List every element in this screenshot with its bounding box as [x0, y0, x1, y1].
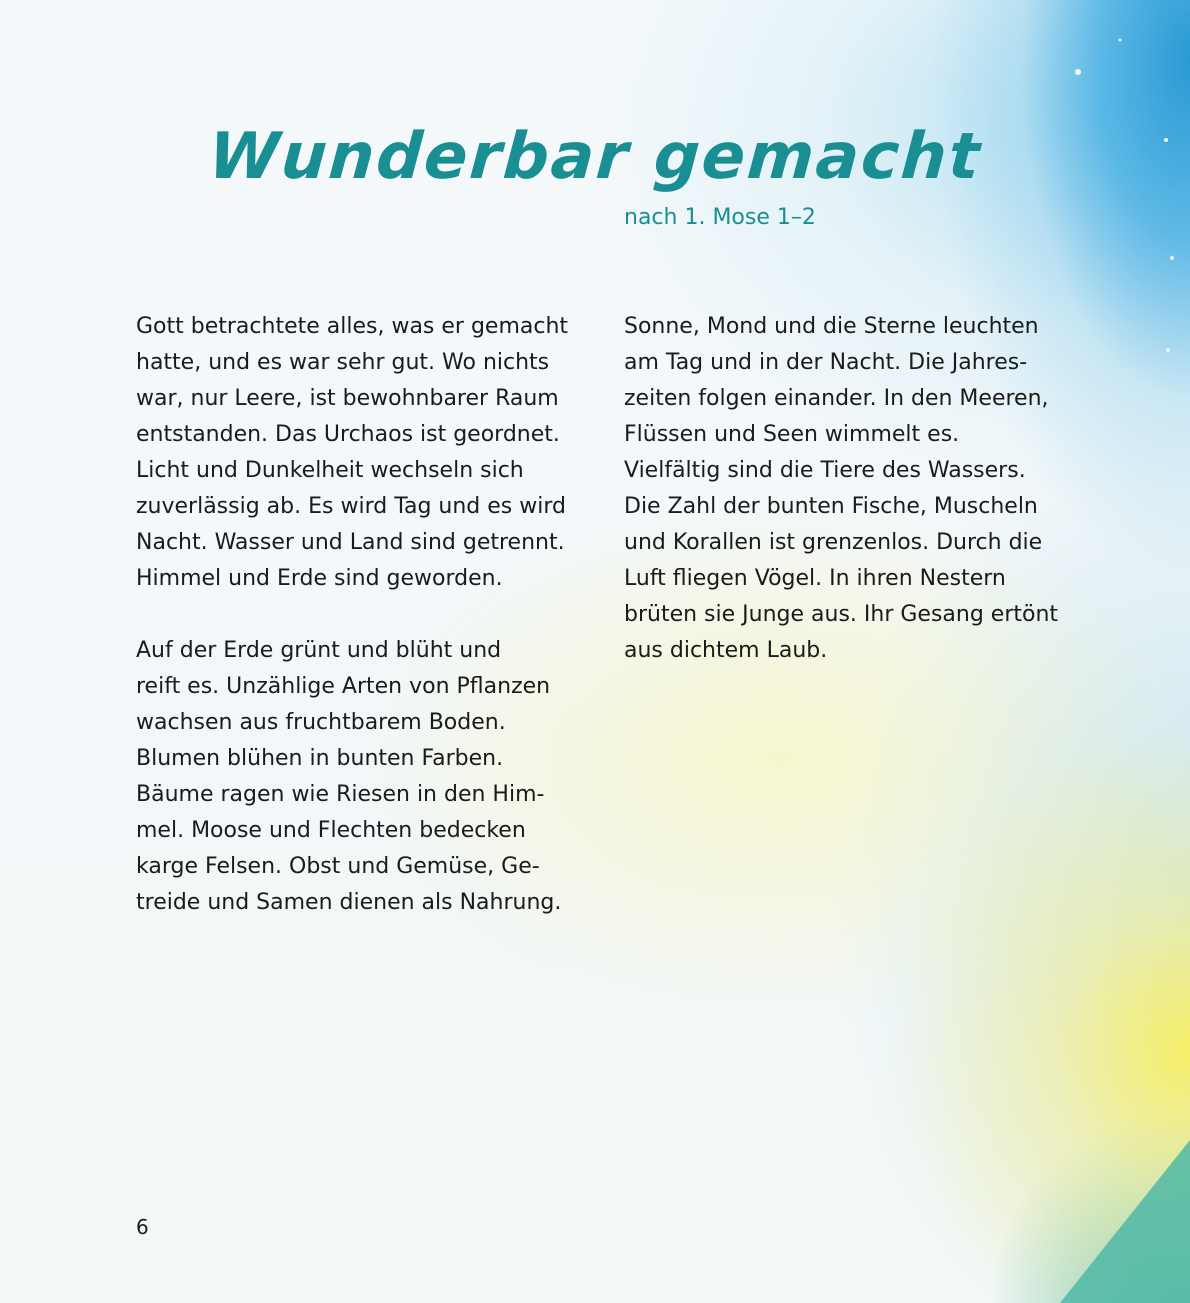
star-icon	[1119, 39, 1122, 42]
page-number: 6	[136, 1215, 149, 1239]
star-icon	[1075, 69, 1081, 75]
right-text-column	[624, 309, 1084, 669]
left-text-column	[136, 309, 596, 921]
paragraph: Sonne, Mond und die Sterne leuchten am Tag und in der Nacht. Die Jahres- zeiten folgen einander. In den Meeren, Flüssen und Seen wimmelt es. Vielfältig sind die Tiere des Wassers. Die Zahl der bunten Fische, Muscheln und Korallen ist grenzenlos. Durch die Luft fliegen Vögel. In ihren Nestern brüten sie Junge aus. Ihr Gesang ertönt aus dichtem Laub.	[624, 314, 1059, 663]
page-title: Wunderbar gemacht	[206, 120, 984, 194]
paragraph: Gott betrachtete alles, was er gemacht hatte, und es war sehr gut. Wo nichts war, nur Leere, ist bewohnbarer Raum entstanden. Das Urchaos ist geordnet. Licht und Dunkelheit wechseln sich zuverlässig ab. Es wird Tag und es wird Nacht. Wasser und Land sind getrennt. Himmel und Erde sind geworden.	[136, 314, 569, 591]
star-icon	[1166, 348, 1170, 352]
star-icon	[1170, 256, 1174, 260]
paragraph: Auf der Erde grünt und blüht und reift es. Unzählige Arten von Pflanzen wachsen aus fruchtbarem Boden. Blumen blühen in bunten Farben. Bäume ragen wie Riesen in den Him- mel. Moose und Flechten bedecken karge Felsen. Obst und Gemüse, Ge- treide und Samen dienen als Nahrung.	[136, 638, 562, 915]
scripture-reference: nach 1. Mose 1–2	[624, 205, 816, 230]
sea-shape	[1060, 1140, 1190, 1303]
